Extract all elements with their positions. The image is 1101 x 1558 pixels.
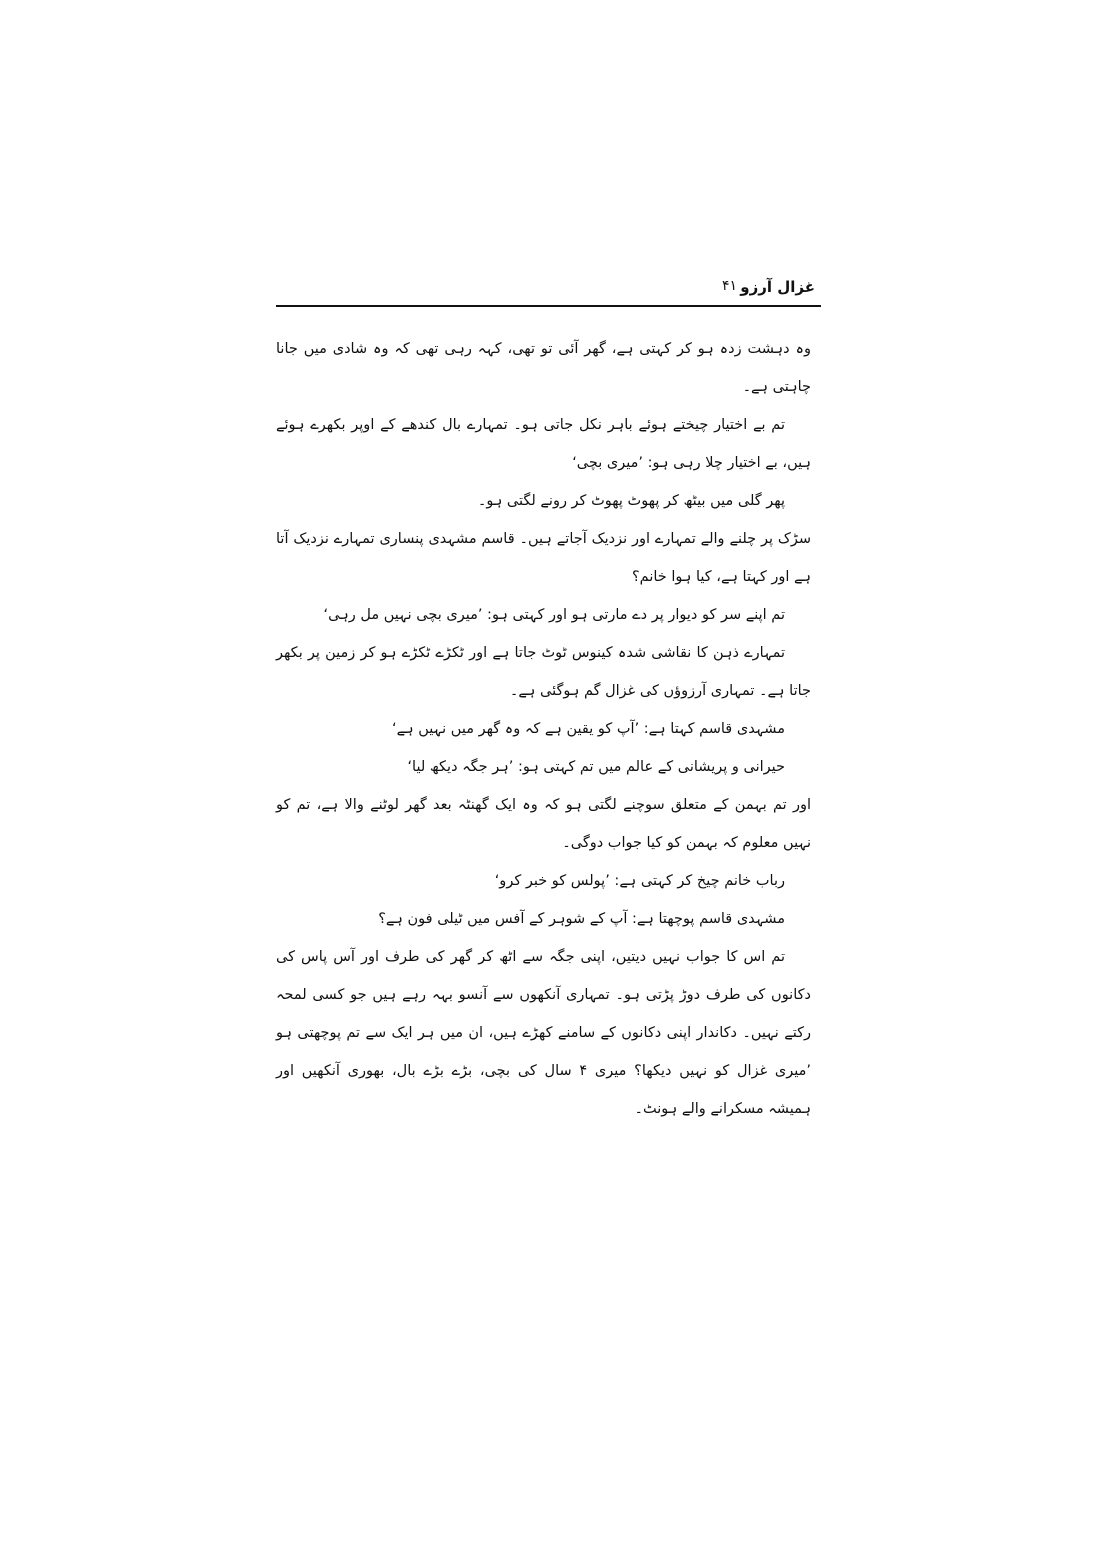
page-number: ۴۱: [721, 278, 737, 294]
paragraph: مشہدی قاسم پوچھتا ہے: آپ کے شوہر کے آفس میں ٹیلی فون ہے؟: [378, 911, 785, 927]
paragraph: حیرانی و پریشانی کے عالم میں تم کہتی ہو: ’ہر جگہ دیکھ لیا‘: [407, 759, 785, 775]
running-header: [276, 276, 821, 308]
paragraph: اور تم بہمن کے متعلق سوچنے لگتی ہو کہ وہ ایک گھنٹہ بعد گھر لوٹنے والا ہے، تم کو نہیں معلوم کہ بہمن کو کیا جواب دوگی۔: [276, 797, 811, 851]
paragraph: وہ دہشت زدہ ہو کر کہتی ہے، گھر آئی تو تھی، کہہ رہی تھی کہ وہ شادی میں جانا چاہتی ہے۔: [276, 341, 811, 395]
paragraph: پھر گلی میں بیٹھ کر پھوٹ پھوٹ کر رونے لگتی ہو۔: [477, 493, 785, 509]
page-body: [276, 330, 811, 1128]
header-rule: [276, 305, 821, 307]
paragraph: رباب خانم چیخ کر کہتی ہے: ’پولس کو خبر کرو‘: [494, 873, 785, 889]
paragraph: تمہارے ذہن کا نقاشی شدہ کینوس ٹوٹ جاتا ہے اور ٹکڑے ٹکڑے ہو کر زمین پر بکھر جاتا ہے۔ تمہاری آرزوؤں کی غزال گم ہوگئی ہے۔: [276, 645, 811, 699]
paragraph: تم بے اختیار چیختے ہوئے باہر نکل جاتی ہو۔ تمہارے بال کندھے کے اوپر بکھرے ہوئے ہیں، بے اختیار چلا رہی ہو: ’میری بچی‘: [276, 417, 811, 471]
book-title: غزال آرزو: [740, 278, 815, 296]
paragraph: سڑک پر چلنے والے تمہارے اور نزدیک آجاتے ہیں۔ قاسم مشہدی پنساری تمہارے نزدیک آتا ہے اور کہتا ہے، کیا ہوا خانم؟: [276, 531, 811, 585]
paragraph: مشہدی قاسم کہتا ہے: ’آپ کو یقین ہے کہ وہ گھر میں نہیں ہے‘: [392, 721, 785, 737]
paragraph: تم اس کا جواب نہیں دیتیں، اپنی جگہ سے اٹھ کر گھر کی طرف اور آس پاس کی دکانوں کی طرف دوڑ پڑتی ہو۔ تمہاری آنکھوں سے آنسو بہہ رہے ہیں جو کسی لمحہ رکتے نہیں۔ دکاندار اپنی دکانوں کے سامنے کھڑے ہیں، ان میں ہر ایک سے تم پوچھتی ہو ’میری غزال کو نہیں دیکھا؟ میری ۴ سال کی بچی، بڑے بڑے بال، بھوری آنکھیں اور ہمیشہ مسکرانے والے ہونٹ۔: [276, 949, 811, 1117]
paragraph: تم اپنے سر کو دیوار پر دے مارتی ہو اور کہتی ہو: ’میری بچی نہیں مل رہی‘: [323, 607, 785, 623]
